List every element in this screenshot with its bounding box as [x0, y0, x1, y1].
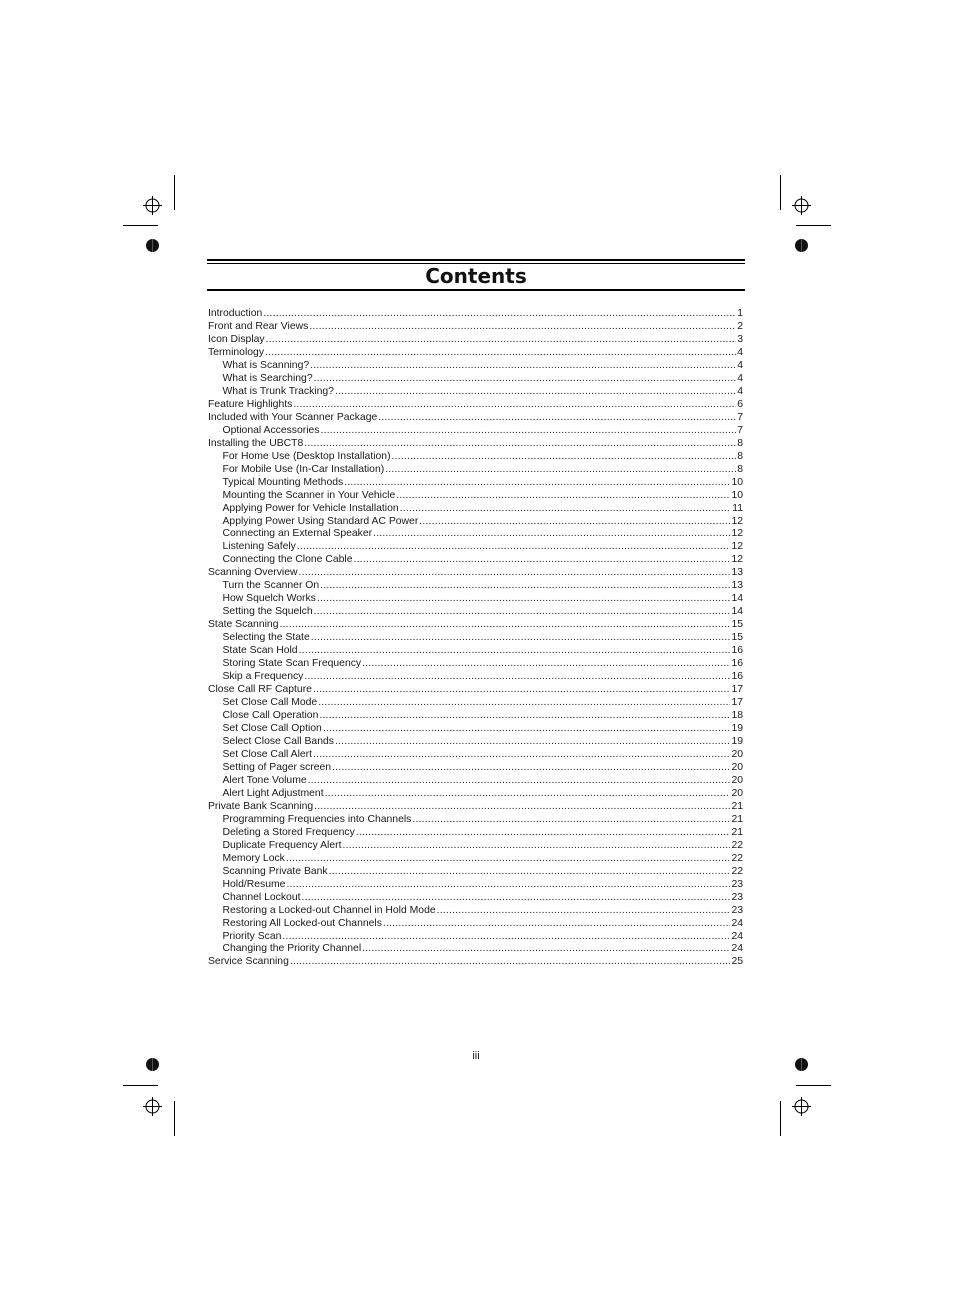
registration-dot-icon	[146, 1058, 159, 1071]
toc-entry-title: Connecting an External Speaker	[222, 528, 373, 540]
toc-entry-title: Front and Rear Views	[208, 320, 309, 332]
toc-entry[interactable]	[208, 593, 743, 606]
toc-entry[interactable]	[208, 425, 743, 438]
toc-dot-leader	[385, 464, 736, 477]
toc-entry-page: 16	[731, 671, 743, 683]
toc-entry[interactable]	[208, 308, 743, 321]
toc-entry[interactable]	[208, 554, 743, 567]
toc-dot-leader	[437, 905, 731, 918]
crop-mark	[780, 1101, 781, 1136]
toc-entry-title: Icon Display	[208, 333, 265, 345]
page-title: Contents	[425, 264, 527, 288]
toc-dot-leader	[320, 580, 730, 593]
toc-entry[interactable]	[208, 775, 743, 788]
toc-dot-leader	[266, 334, 737, 347]
toc-entry-title: For Home Use (Desktop Installation)	[222, 450, 391, 462]
toc-entry-page: 21	[731, 813, 743, 825]
toc-entry-page: 8	[737, 437, 743, 449]
toc-entry[interactable]	[208, 567, 743, 580]
toc-entry[interactable]	[208, 943, 743, 956]
toc-dot-leader	[335, 736, 730, 749]
toc-dot-leader	[362, 658, 730, 671]
toc-entry-page: 24	[731, 943, 743, 955]
toc-entry-page: 20	[731, 787, 743, 799]
toc-dot-leader	[419, 516, 730, 529]
toc-entry-title: Turn the Scanner On	[222, 580, 320, 592]
toc-entry-title: Select Close Call Bands	[222, 735, 334, 747]
toc-entry-title: Mounting the Scanner in Your Vehicle	[222, 489, 396, 501]
toc-dot-leader	[412, 814, 730, 827]
toc-entry-title: State Scanning	[208, 619, 279, 631]
toc-entry[interactable]	[208, 477, 743, 490]
toc-entry-page: 19	[731, 723, 743, 734]
toc-entry[interactable]	[208, 580, 743, 593]
toc-entry-page: 17	[731, 697, 743, 709]
toc-entry-title: Programming Frequencies into Channels	[222, 813, 412, 825]
toc-entry-title: State Scan Hold	[222, 645, 298, 657]
toc-dot-leader	[286, 879, 730, 892]
toc-dot-leader	[310, 360, 736, 373]
toc-entry-page: 24	[731, 917, 743, 929]
toc-dot-leader	[314, 801, 730, 814]
table-of-contents	[208, 308, 743, 969]
toc-entry-title: Feature Highlights	[208, 398, 293, 410]
crop-mark	[780, 175, 781, 210]
toc-dot-leader	[383, 918, 731, 931]
toc-entry[interactable]	[208, 956, 743, 969]
toc-entry-title: Terminology	[208, 346, 265, 358]
toc-dot-leader	[325, 788, 731, 801]
toc-dot-leader	[400, 503, 732, 516]
toc-entry-page: 15	[731, 632, 743, 644]
toc-entry-title: What is Scanning?	[222, 359, 310, 371]
crop-mark	[123, 225, 158, 226]
toc-entry[interactable]	[208, 723, 743, 736]
toc-entry-title: Restoring All Locked-out Channels	[222, 917, 382, 929]
toc-entry[interactable]	[208, 528, 743, 541]
toc-entry-page: 12	[731, 541, 743, 553]
toc-dot-leader	[309, 321, 736, 334]
toc-entry[interactable]	[208, 827, 743, 840]
toc-entry[interactable]	[208, 503, 743, 516]
toc-entry-page: 4	[737, 346, 743, 358]
toc-dot-leader	[342, 840, 730, 853]
toc-entry[interactable]	[208, 710, 743, 723]
toc-entry[interactable]	[208, 451, 743, 464]
registration-dot-icon	[795, 1058, 808, 1071]
crop-mark	[796, 1085, 831, 1086]
toc-entry[interactable]	[208, 438, 743, 451]
registration-dot-icon	[795, 239, 808, 252]
toc-dot-leader	[329, 866, 731, 879]
toc-entry-page: 22	[731, 852, 743, 864]
toc-entry-page: 19	[731, 735, 743, 747]
toc-entry[interactable]	[208, 905, 743, 918]
toc-dot-leader	[356, 827, 731, 840]
toc-entry-title: Setting the Squelch	[222, 606, 313, 618]
toc-dot-leader	[279, 619, 730, 632]
toc-entry-page: 17	[731, 684, 743, 696]
toc-entry-page: 23	[731, 878, 743, 890]
toc-entry-title: Alert Tone Volume	[222, 774, 307, 786]
toc-entry-page: 21	[731, 826, 743, 838]
toc-entry-title: Included with Your Scanner Package	[208, 411, 378, 423]
toc-entry-title: Private Bank Scanning	[208, 800, 314, 812]
toc-entry[interactable]	[208, 632, 743, 645]
toc-dot-leader	[362, 943, 730, 956]
toc-entry-title: Scanning Overview	[208, 567, 298, 579]
toc-entry[interactable]	[208, 684, 743, 697]
toc-dot-leader	[373, 528, 730, 541]
toc-entry[interactable]	[208, 619, 743, 632]
toc-dot-leader	[317, 593, 731, 606]
toc-dot-leader	[308, 775, 731, 788]
crop-mark	[174, 175, 175, 210]
toc-entry-page: 20	[731, 774, 743, 786]
toc-entry-title: Duplicate Frequency Alert	[222, 839, 342, 851]
toc-entry[interactable]	[208, 334, 743, 347]
toc-entry-page: 3	[737, 333, 743, 345]
toc-entry-page: 18	[731, 710, 743, 722]
toc-entry[interactable]	[208, 490, 743, 503]
title-rule-top	[207, 259, 745, 261]
toc-entry-title: What is Trunk Tracking?	[222, 385, 334, 397]
toc-entry[interactable]	[208, 360, 743, 373]
toc-entry[interactable]	[208, 516, 743, 529]
toc-dot-leader	[265, 347, 736, 360]
toc-entry-page: 10	[731, 489, 743, 501]
crop-mark	[123, 1085, 158, 1086]
toc-entry[interactable]	[208, 347, 743, 360]
toc-entry[interactable]	[208, 840, 743, 853]
toc-entry-title: Setting of Pager screen	[222, 761, 332, 773]
toc-dot-leader	[297, 541, 731, 554]
toc-entry-title: How Squelch Works	[222, 593, 316, 605]
toc-entry-title: Alert Light Adjustment	[222, 787, 324, 799]
toc-dot-leader	[392, 451, 737, 464]
toc-entry-page: 12	[731, 515, 743, 527]
toc-entry[interactable]	[208, 671, 743, 684]
toc-entry-title: Optional Accessories	[222, 424, 320, 436]
toc-entry-title: Service Scanning	[208, 956, 289, 968]
toc-entry-title: Installing the UBCT8	[208, 437, 304, 449]
toc-entry[interactable]	[208, 412, 743, 425]
toc-dot-leader	[313, 684, 730, 697]
toc-entry-title: Skip a Frequency	[222, 671, 304, 683]
toc-entry-page: 15	[731, 619, 743, 631]
toc-entry-title: Listening Safely	[222, 541, 296, 553]
toc-entry[interactable]	[208, 736, 743, 749]
toc-entry-page: 23	[731, 891, 743, 903]
toc-dot-leader	[302, 892, 731, 905]
toc-dot-leader	[314, 606, 731, 619]
crop-mark	[796, 225, 831, 226]
toc-entry-page: 1	[737, 308, 743, 319]
toc-entry-page: 23	[731, 904, 743, 916]
toc-dot-leader	[282, 931, 730, 944]
toc-entry-page: 7	[737, 424, 743, 436]
toc-entry[interactable]	[208, 853, 743, 866]
toc-entry-page: 4	[737, 385, 743, 397]
toc-entry[interactable]	[208, 749, 743, 762]
toc-entry-title: Channel Lockout	[222, 891, 301, 903]
toc-entry-page: 21	[731, 800, 743, 812]
toc-entry-page: 16	[731, 645, 743, 657]
registration-target-icon	[143, 196, 162, 215]
toc-entry-page: 20	[731, 748, 743, 760]
toc-entry[interactable]	[208, 541, 743, 554]
registration-target-icon	[792, 1097, 811, 1116]
toc-dot-leader	[396, 490, 730, 503]
toc-entry-title: Restoring a Locked-out Channel in Hold Mode	[222, 904, 436, 916]
toc-dot-leader	[299, 645, 731, 658]
toc-entry-page: 24	[731, 930, 743, 942]
toc-entry-title: Introduction	[208, 308, 263, 319]
toc-entry-title: Applying Power Using Standard AC Power	[222, 515, 419, 527]
toc-dot-leader	[304, 671, 730, 684]
toc-entry-page: 2	[737, 320, 743, 332]
toc-entry[interactable]	[208, 606, 743, 619]
toc-entry-page: 13	[731, 580, 743, 592]
toc-entry-page: 25	[731, 956, 743, 968]
toc-entry-page: 13	[731, 567, 743, 579]
toc-dot-leader	[313, 749, 730, 762]
toc-entry-title: Deleting a Stored Frequency	[222, 826, 355, 838]
toc-dot-leader	[286, 853, 731, 866]
toc-dot-leader	[332, 762, 730, 775]
toc-entry-page: 16	[731, 658, 743, 670]
toc-entry[interactable]	[208, 658, 743, 671]
toc-entry-page: 4	[737, 372, 743, 384]
crop-mark	[174, 1101, 175, 1136]
toc-dot-leader	[323, 723, 731, 736]
toc-dot-leader	[311, 632, 731, 645]
toc-entry-title: Connecting the Clone Cable	[222, 554, 353, 566]
toc-entry-title: Selecting the State	[222, 632, 310, 644]
toc-entry[interactable]	[208, 645, 743, 658]
toc-entry[interactable]	[208, 918, 743, 931]
toc-entry-title: What is Searching?	[222, 372, 313, 384]
toc-entry[interactable]	[208, 788, 743, 801]
toc-entry-page: 8	[737, 463, 743, 475]
toc-entry-page: 22	[731, 865, 743, 877]
toc-entry-title: Set Close Call Alert	[222, 748, 313, 760]
registration-dot-icon	[146, 239, 159, 252]
toc-entry[interactable]	[208, 879, 743, 892]
toc-entry[interactable]	[208, 399, 743, 412]
toc-entry-title: Hold/Resume	[222, 878, 286, 890]
toc-dot-leader	[263, 308, 736, 321]
toc-dot-leader	[378, 412, 736, 425]
toc-entry[interactable]	[208, 931, 743, 944]
toc-entry-title: Close Call RF Capture	[208, 684, 312, 696]
toc-dot-leader	[304, 438, 736, 451]
toc-entry-title: Memory Lock	[222, 852, 285, 864]
toc-entry-page: 7	[737, 411, 743, 423]
toc-dot-leader	[335, 386, 736, 399]
toc-dot-leader	[293, 399, 736, 412]
toc-entry[interactable]	[208, 697, 743, 710]
toc-entry[interactable]	[208, 866, 743, 879]
registration-target-icon	[143, 1097, 162, 1116]
toc-entry-page: 20	[731, 761, 743, 773]
registration-target-icon	[792, 196, 811, 215]
toc-entry[interactable]	[208, 321, 743, 334]
toc-entry-title: Close Call Operation	[222, 710, 319, 722]
toc-entry-title: Applying Power for Vehicle Installation	[222, 502, 399, 514]
toc-entry[interactable]	[208, 386, 743, 399]
toc-dot-leader	[344, 477, 730, 490]
toc-entry-page: 6	[737, 398, 743, 410]
toc-entry-page: 4	[737, 359, 743, 371]
toc-entry-page: 12	[731, 554, 743, 566]
toc-dot-leader	[319, 710, 730, 723]
toc-entry[interactable]	[208, 814, 743, 827]
toc-entry[interactable]	[208, 801, 743, 814]
toc-dot-leader	[299, 567, 731, 580]
toc-entry-title: Scanning Private Bank	[222, 865, 328, 877]
toc-entry[interactable]	[208, 892, 743, 905]
page-number: iii	[472, 1050, 480, 1062]
toc-entry-title: Priority Scan	[222, 930, 282, 942]
toc-entry[interactable]	[208, 464, 743, 477]
toc-entry-title: Set Close Call Option	[222, 723, 322, 734]
toc-entry[interactable]	[208, 373, 743, 386]
toc-entry-title: For Mobile Use (In-Car Installation)	[222, 463, 385, 475]
toc-entry-title: Set Close Call Mode	[222, 697, 318, 709]
title-rule-bottom	[207, 289, 745, 291]
toc-entry-title: Typical Mounting Methods	[222, 476, 344, 488]
toc-dot-leader	[353, 554, 730, 567]
toc-entry-page: 10	[731, 476, 743, 488]
toc-entry-page: 14	[731, 593, 743, 605]
toc-dot-leader	[314, 373, 737, 386]
toc-dot-leader	[318, 697, 730, 710]
toc-entry-page: 8	[737, 450, 743, 462]
toc-entry-page: 11	[732, 502, 743, 514]
toc-entry-title: Storing State Scan Frequency	[222, 658, 362, 670]
toc-entry[interactable]	[208, 762, 743, 775]
toc-entry-title: Changing the Priority Channel	[222, 943, 362, 955]
toc-entry-page: 12	[731, 528, 743, 540]
toc-dot-leader	[290, 956, 731, 969]
toc-entry-page: 22	[731, 839, 743, 851]
toc-dot-leader	[321, 425, 737, 438]
toc-entry-page: 14	[731, 606, 743, 618]
